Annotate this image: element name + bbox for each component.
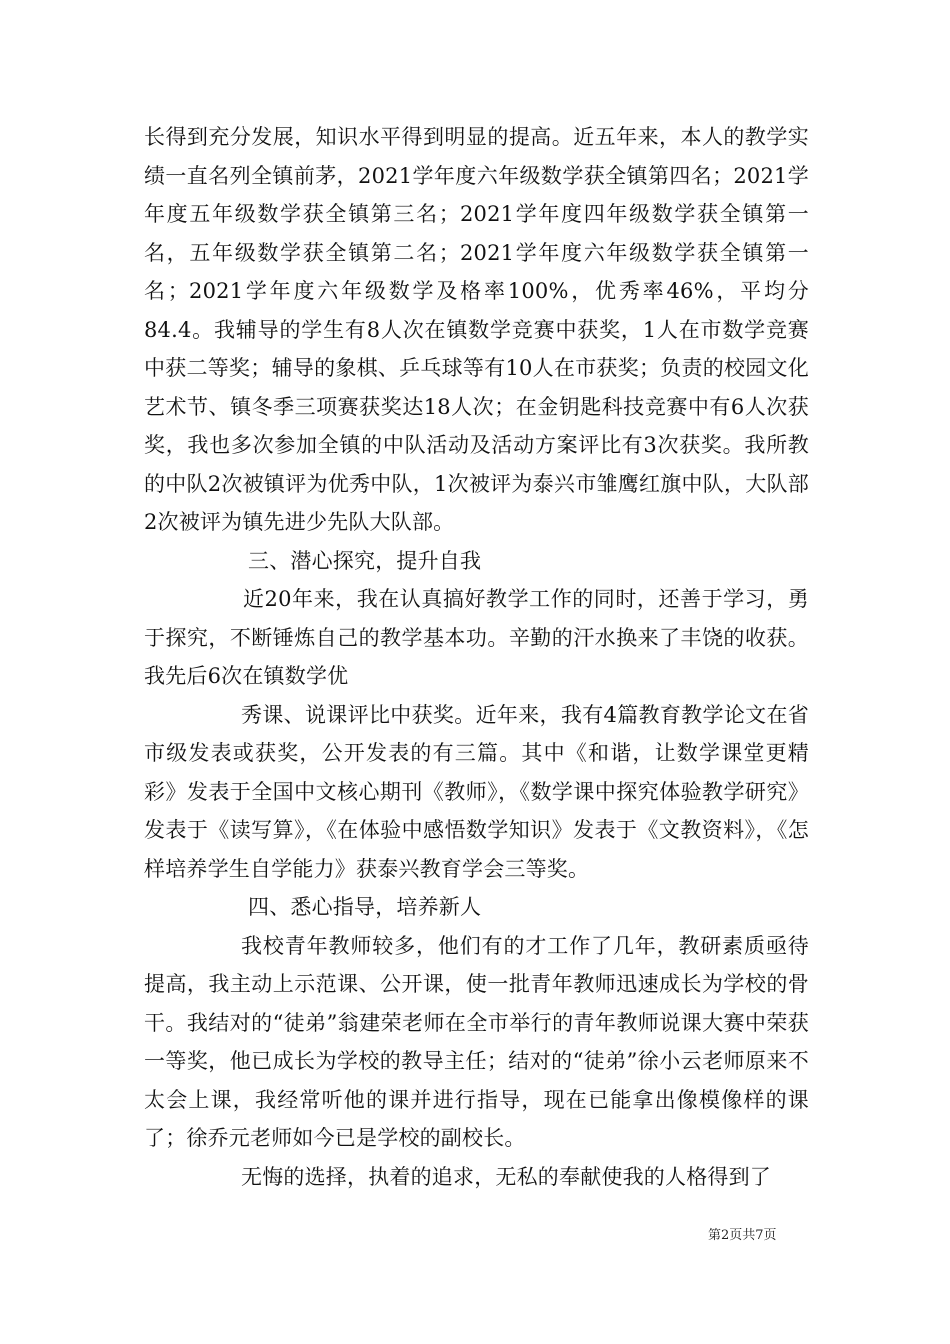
paragraph-mentoring: 我校青年教师较多，他们有的才工作了几年，教研素质亟待提高，我主动上示范课、公开课，使一批青年教师迅速成长为学校的骨干。我结对的“徒弟”翁建荣老师在全市举行的青年教师说课大赛中荣获一等奖，他已成长为学校的教导主任；结对的“徒弟”徐小云老师原来不太会上课，我经常听他的课并进行指导，现在已能拿出像模像样的课了；徐乔元老师如今已是学校的副校长。 — [144, 933, 809, 1150]
section-heading-4: 四、悉心指导，培养新人 — [248, 895, 482, 919]
page-number: 第2页共7页 — [708, 1228, 777, 1243]
paragraph-closing: 无悔的选择，执着的追求，无私的奉献使我的人格得到了 — [241, 1164, 771, 1189]
document-body — [144, 118, 809, 1196]
paragraph-teaching-results: 长得到充分发展，知识水平得到明显的提高。近五年来，本人的教学实绩一直名列全镇前茅，2021学年度六年级数学获全镇第四名；2021学年度五年级数学获全镇第三名；2021学年度四年级数学获全镇第一名，五年级数学获全镇第二名；2021学年度六年级数学获全镇第一名；2021学年度六年级数学及格率100%，优秀率46%，平均分84.4。我辅导的学生有8人次在镇数学竞赛中获奖，1人在市数学竞赛中获二等奖；辅导的象棋、乒乓球等有10人在市获奖；负责的校园文化艺术节、镇冬季三项赛获奖达18人次；在金钥匙科技竞赛中有6人次获奖，我也多次参加全镇的中队活动及活动方案评比有3次获奖。我所教的中队2次被镇评为优秀中队，1次被评为泰兴市雏鹰红旗中队，大队部2次被评为镇先进少先队大队部。 — [144, 125, 809, 534]
paragraph-publications: 秀课、说课评比中获奖。近年来，我有4篇教育教学论文在省市级发表或获奖，公开发表的有三篇。其中《和谐，让数学课堂更精彩》发表于全国中文核心期刊《教师》，《数学课中探究体验教学研究》发表于《读写算》，《在体验中感悟数学知识》发表于《文教资料》，《怎样培养学生自学能力》获泰兴教育学会三等奖。 — [144, 702, 809, 881]
section-heading-3: 三、潜心探究，提升自我 — [248, 548, 482, 573]
paragraph-research: 近20年来，我在认真搞好教学工作的同时，还善于学习，勇于探究，不断锤炼自己的教学基本功。辛勤的汗水换来了丰饶的收获。我先后6次在镇数学优 — [144, 587, 809, 688]
